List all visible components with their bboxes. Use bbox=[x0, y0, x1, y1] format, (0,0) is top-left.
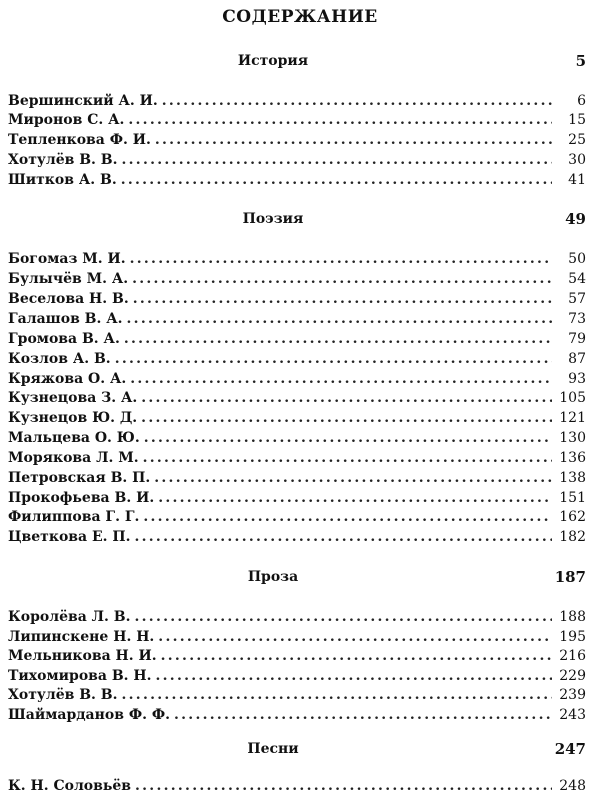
page-number: 239 bbox=[559, 687, 586, 703]
author-name: Шаймарданов Ф. Ф. bbox=[8, 707, 171, 723]
dot-leader bbox=[133, 290, 552, 309]
page-number: 136 bbox=[559, 450, 586, 466]
author-name: Тепленкова Ф. И. bbox=[8, 132, 151, 148]
page-number: 162 bbox=[559, 509, 586, 525]
dot-leader bbox=[141, 409, 552, 428]
author-name: Хотулёв В. В. bbox=[8, 152, 118, 168]
dot-leader bbox=[122, 686, 552, 705]
author-name: Громова В. А. bbox=[8, 331, 120, 347]
page-number: 15 bbox=[568, 112, 586, 128]
author-name: К. Н. Соловьёв bbox=[8, 778, 132, 794]
toc-entry bbox=[8, 508, 586, 527]
toc-entry bbox=[8, 647, 586, 666]
page-title: СОДЕРЖАНИЕ bbox=[222, 7, 378, 27]
page-number: 57 bbox=[568, 291, 586, 307]
dot-leader bbox=[141, 389, 552, 408]
author-name: Тихомирова В. Н. bbox=[8, 668, 152, 684]
page-number: 121 bbox=[559, 410, 586, 426]
dot-leader bbox=[155, 131, 552, 150]
author-name: Королёва Л. В. bbox=[8, 609, 131, 625]
author-name: Галашов В. А. bbox=[8, 311, 123, 327]
page-number: 93 bbox=[568, 371, 586, 387]
page-number: 229 bbox=[559, 668, 586, 684]
page-number: 195 bbox=[559, 629, 586, 645]
dot-leader bbox=[122, 151, 552, 170]
page-number: 138 bbox=[559, 470, 586, 486]
toc-entry bbox=[8, 131, 586, 150]
author-name: Вершинский А. И. bbox=[8, 93, 158, 109]
toc-entry bbox=[8, 171, 586, 190]
page-number: 182 bbox=[559, 529, 586, 545]
toc-entry bbox=[8, 330, 586, 349]
section-name: Песни bbox=[247, 741, 299, 757]
dot-leader bbox=[144, 429, 552, 448]
toc-entry bbox=[8, 667, 586, 686]
toc-entry bbox=[8, 270, 586, 289]
dot-leader bbox=[127, 310, 552, 329]
author-name: Кузнецова З. А. bbox=[8, 390, 138, 406]
toc-entry bbox=[8, 409, 586, 428]
page-number: 87 bbox=[568, 351, 586, 367]
author-name: Морякова Л. М. bbox=[8, 450, 139, 466]
author-name: Мельникова Н. И. bbox=[8, 648, 157, 664]
dot-leader bbox=[143, 508, 552, 527]
page-number: 248 bbox=[559, 778, 586, 794]
dot-leader bbox=[174, 706, 552, 725]
dot-leader bbox=[143, 449, 552, 468]
page-number: 50 bbox=[568, 251, 586, 267]
dot-leader bbox=[158, 489, 552, 508]
toc-entry bbox=[8, 686, 586, 705]
toc-entry bbox=[8, 528, 586, 547]
section-page-number: 247 bbox=[554, 740, 586, 758]
dot-leader bbox=[162, 92, 552, 111]
dot-leader bbox=[130, 370, 552, 389]
toc-entry bbox=[8, 469, 586, 488]
toc-entry bbox=[8, 290, 586, 309]
toc-entry bbox=[8, 449, 586, 468]
page-number: 105 bbox=[559, 390, 586, 406]
toc-entry bbox=[8, 429, 586, 448]
dot-leader bbox=[158, 628, 552, 647]
toc-entry bbox=[8, 628, 586, 647]
dot-leader bbox=[130, 250, 552, 269]
section-name: Поэзия bbox=[242, 211, 304, 227]
toc-entry bbox=[8, 92, 586, 111]
author-name: Богомаз М. И. bbox=[8, 251, 126, 267]
toc-entry bbox=[8, 489, 586, 508]
author-name: Миронов С. А. bbox=[8, 112, 125, 128]
toc-entry bbox=[8, 350, 586, 369]
toc-entry bbox=[8, 370, 586, 389]
toc-entry bbox=[8, 608, 586, 627]
section-heading bbox=[8, 739, 586, 759]
page-number: 188 bbox=[559, 609, 586, 625]
author-name: Прокофьева В. И. bbox=[8, 490, 155, 506]
page-number: 216 bbox=[559, 648, 586, 664]
author-name: Веселова Н. В. bbox=[8, 291, 129, 307]
section-heading bbox=[8, 51, 586, 71]
dot-leader bbox=[134, 528, 552, 547]
author-name: Петровская В. П. bbox=[8, 470, 151, 486]
dot-leader bbox=[135, 608, 553, 627]
author-name: Мальцева О. Ю. bbox=[8, 430, 140, 446]
section-page-number: 5 bbox=[575, 52, 586, 70]
author-name: Кряжова О. А. bbox=[8, 371, 127, 387]
section-page-number: 187 bbox=[554, 568, 586, 586]
section-heading bbox=[8, 209, 586, 229]
toc-entry bbox=[8, 250, 586, 269]
page-number: 151 bbox=[559, 490, 586, 506]
author-name: Цветкова Е. П. bbox=[8, 529, 131, 545]
page-number: 54 bbox=[568, 271, 586, 287]
author-name: Козлов А. В. bbox=[8, 351, 111, 367]
dot-leader bbox=[128, 111, 552, 130]
toc-entry bbox=[8, 310, 586, 329]
toc-entry bbox=[8, 151, 586, 170]
dot-leader bbox=[115, 350, 552, 369]
toc-entry bbox=[8, 389, 586, 408]
author-name: Шитков А. В. bbox=[8, 172, 117, 188]
page-number: 73 bbox=[568, 311, 586, 327]
toc-entry bbox=[8, 111, 586, 130]
author-name: Булычёв М. А. bbox=[8, 271, 129, 287]
section-page-number: 49 bbox=[565, 210, 586, 228]
toc-entry bbox=[8, 777, 586, 796]
toc-entry bbox=[8, 706, 586, 725]
author-name: Липинскене Н. Н. bbox=[8, 629, 155, 645]
dot-leader bbox=[154, 469, 552, 488]
dot-leader bbox=[124, 330, 552, 349]
section-name: История bbox=[237, 53, 309, 69]
author-name: Филиппова Г. Г. bbox=[8, 509, 140, 525]
page-number: 130 bbox=[559, 430, 586, 446]
page-number: 41 bbox=[568, 172, 586, 188]
page-number: 30 bbox=[568, 152, 586, 168]
dot-leader bbox=[161, 647, 552, 666]
section-name: Проза bbox=[247, 569, 299, 585]
author-name: Хотулёв В. В. bbox=[8, 687, 118, 703]
dot-leader bbox=[156, 667, 552, 686]
page-number: 79 bbox=[568, 331, 586, 347]
page-number: 6 bbox=[577, 93, 586, 109]
page-number: 243 bbox=[559, 707, 586, 723]
dot-leader bbox=[121, 171, 552, 190]
page-number: 25 bbox=[568, 132, 586, 148]
author-name: Кузнецов Ю. Д. bbox=[8, 410, 138, 426]
section-heading bbox=[8, 567, 586, 587]
dot-leader bbox=[132, 270, 552, 289]
dot-leader bbox=[135, 777, 552, 796]
